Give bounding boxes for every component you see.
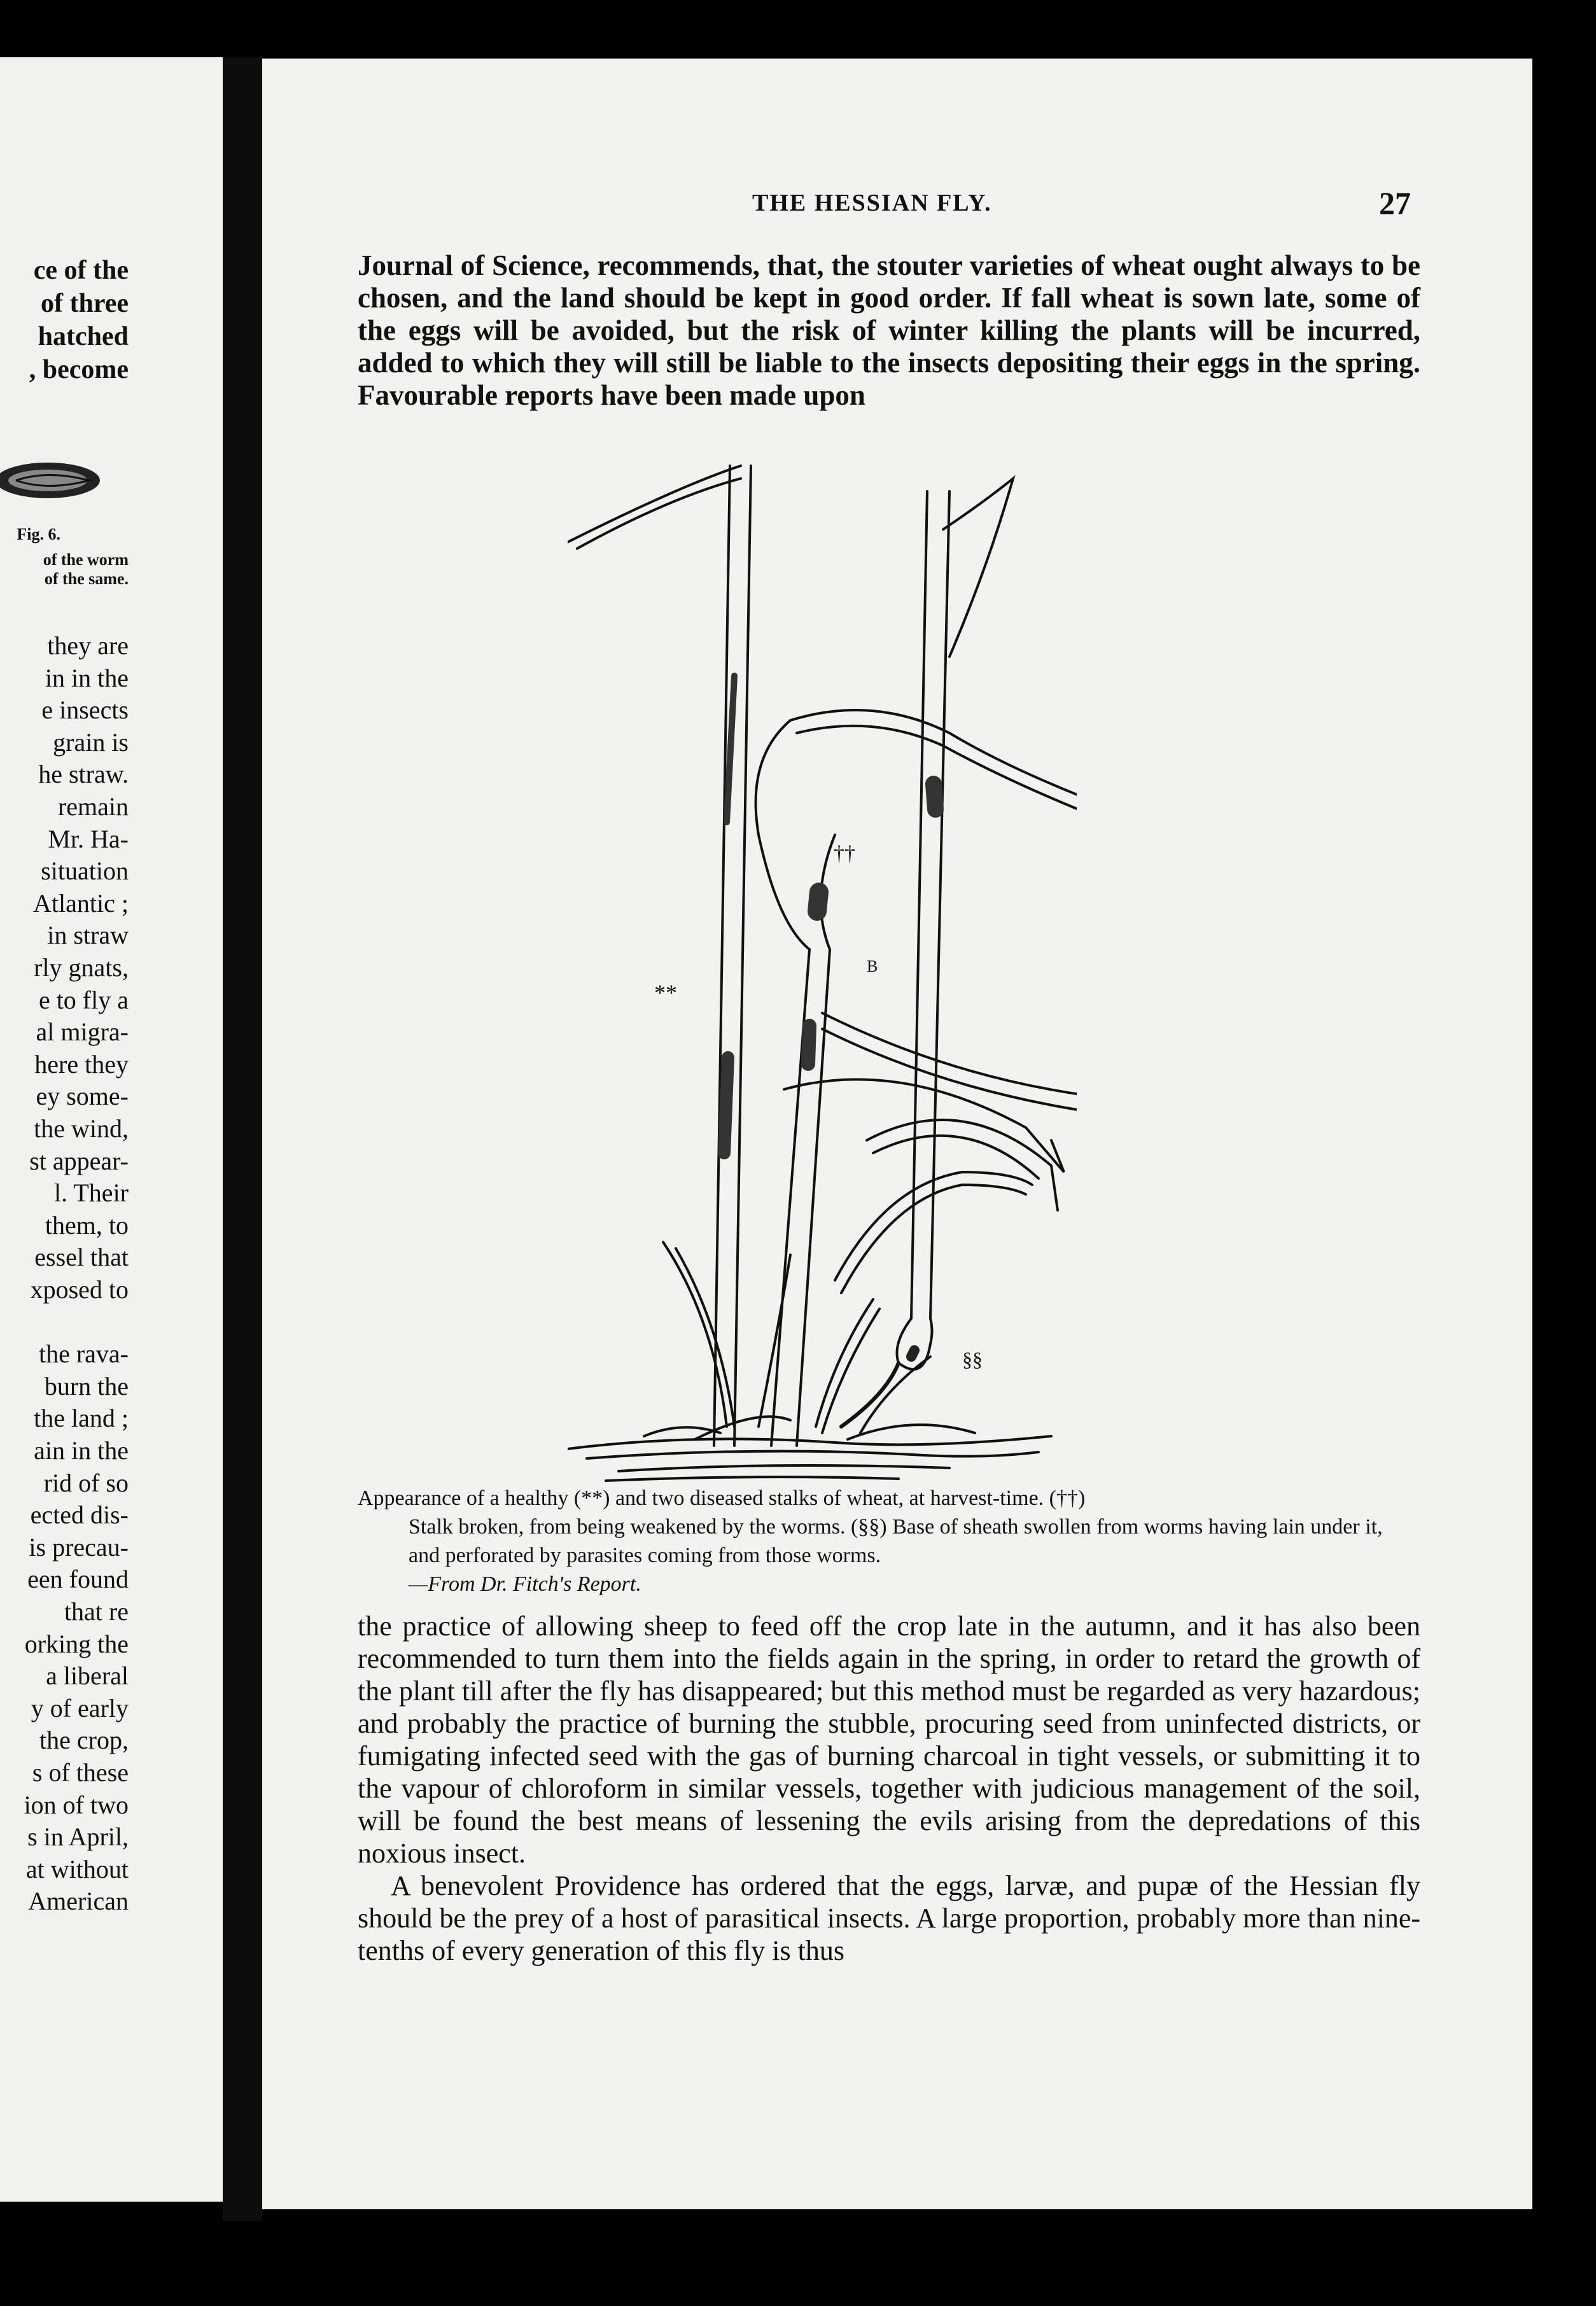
left-main-line: Mr. Ha- — [48, 824, 129, 853]
left-main-line: they are — [47, 631, 129, 660]
left-main-line: the crop, — [39, 1726, 129, 1755]
running-head: THE HESSIAN FLY. — [752, 190, 992, 216]
paragraph-2: A benevolent Providence has ordered that the eggs, larvæ, and pupæ of the Hessian fly should be the prey of a host of parasitical insects. A large proportion, probably more than nine-tenths of every generation of this fly is thus — [358, 1870, 1420, 1966]
page-number: 27 — [1379, 185, 1411, 221]
left-top-line: hatched — [38, 322, 129, 351]
left-main-line: s in April, — [27, 1822, 129, 1852]
left-main-line: situation — [41, 856, 129, 886]
figure-caption — [358, 1484, 1414, 1598]
mark-broken: †† — [834, 842, 855, 865]
paragraph-1: the practice of allowing sheep to feed off the crop late in the autumn, and it has also been recommended to turn them into the fields again in the spring, in order to retard the growth of the plant till after the fly has disappeared; but this method must be regarded as very hazardous; and probably the practice of burning the stubble, procuring seed from uninfected districts, or fumigating infected seed with the gas of burning charcoal in tight vessels, or submitting it to the vapour of chloroform in similar vessels, together with judicious management of the soil, will be found the best means of lessening the evils arising from the depredations of this noxious insect. — [358, 1611, 1420, 1869]
bottom-paragraphs — [358, 1610, 1420, 1967]
left-main-line: at without — [25, 1854, 129, 1883]
left-main-line: essel that — [34, 1243, 129, 1272]
left-main-line: a liberal — [46, 1661, 129, 1691]
left-main-line: in in the — [45, 663, 129, 692]
left-fig-label: Fig. 6. — [17, 525, 60, 543]
wheat-stalks-illustration — [568, 453, 1077, 1535]
caption-line-1: Appearance of a healthy (**) and two diseased stalks of wheat, at harvest-time. (††) — [358, 1486, 1086, 1510]
left-page-fragment — [0, 57, 223, 2202]
left-fig-caption-1: of the worm — [43, 550, 129, 569]
left-main-line: burn the — [44, 1371, 129, 1401]
left-main-line: here they — [34, 1049, 129, 1079]
left-main-line: e to fly a — [38, 985, 129, 1014]
left-main-line: e insects — [41, 695, 129, 725]
left-main-line: ey some- — [36, 1082, 129, 1111]
left-top-line: of three — [41, 289, 129, 318]
left-main-line: the rava- — [38, 1339, 129, 1369]
left-main-line: l. Their — [53, 1178, 129, 1208]
top-paragraph-text: Journal of Science, recommends, that, the stouter varieties of wheat ought always to be chosen, and the land should be kept in good order. If fall wheat is sown late, some of the eggs will be avoided, but the risk of winter killing the plants will be incurred, added to which they will still be liable to the insects depositing their eggs in the spring. Favourable reports have been made upon — [358, 249, 1420, 411]
left-main-line: that re — [64, 1597, 129, 1626]
left-main-line: grain is — [53, 727, 129, 757]
mark-healthy: ** — [654, 980, 677, 1005]
page-gutter — [223, 57, 262, 2221]
left-main-line: rly gnats, — [34, 953, 129, 982]
left-fig-caption-2: of the same. — [44, 570, 129, 588]
worm-figure — [0, 452, 127, 509]
left-main-line: orking the — [24, 1629, 129, 1658]
left-main-line: een found — [27, 1565, 129, 1594]
top-paragraph — [358, 249, 1420, 412]
left-main-line: xposed to — [30, 1275, 129, 1304]
left-main-line: Atlantic ; — [33, 888, 129, 918]
left-main-line: American — [28, 1887, 129, 1916]
left-main-line: them, to — [45, 1210, 129, 1240]
caption-rest: Stalk broken, from being weakened by the worms. (§§) Base of sheath swollen from worms having lain under it, and perforated by parasites coming from those worms. — [409, 1515, 1383, 1567]
left-main-line: ected dis- — [30, 1500, 129, 1530]
mark-swollen: §§ — [962, 1348, 983, 1371]
left-main-line: the wind, — [34, 1114, 129, 1143]
caption-source: —From Dr. Fitch's Report. — [409, 1572, 641, 1596]
left-top-line: ce of the — [33, 256, 129, 285]
left-main-line: s of these — [32, 1758, 129, 1787]
left-main-line: ion of two — [24, 1790, 129, 1819]
left-main-line: remain — [57, 792, 129, 821]
left-main-line: ain in the — [34, 1436, 129, 1465]
right-page — [262, 59, 1532, 2209]
left-main-line: is precau- — [29, 1532, 129, 1562]
left-main-line: the land ; — [34, 1404, 129, 1433]
left-main-line: al migra- — [36, 1017, 129, 1047]
left-main-line: y of early — [31, 1693, 129, 1723]
left-main-line: in straw — [47, 921, 129, 950]
left-main-line: st appear- — [29, 1146, 129, 1175]
left-main-line: he straw. — [38, 760, 129, 789]
mark-b: B — [867, 957, 878, 975]
left-main-line: rid of so — [43, 1468, 129, 1497]
left-top-line: , become — [29, 355, 129, 384]
